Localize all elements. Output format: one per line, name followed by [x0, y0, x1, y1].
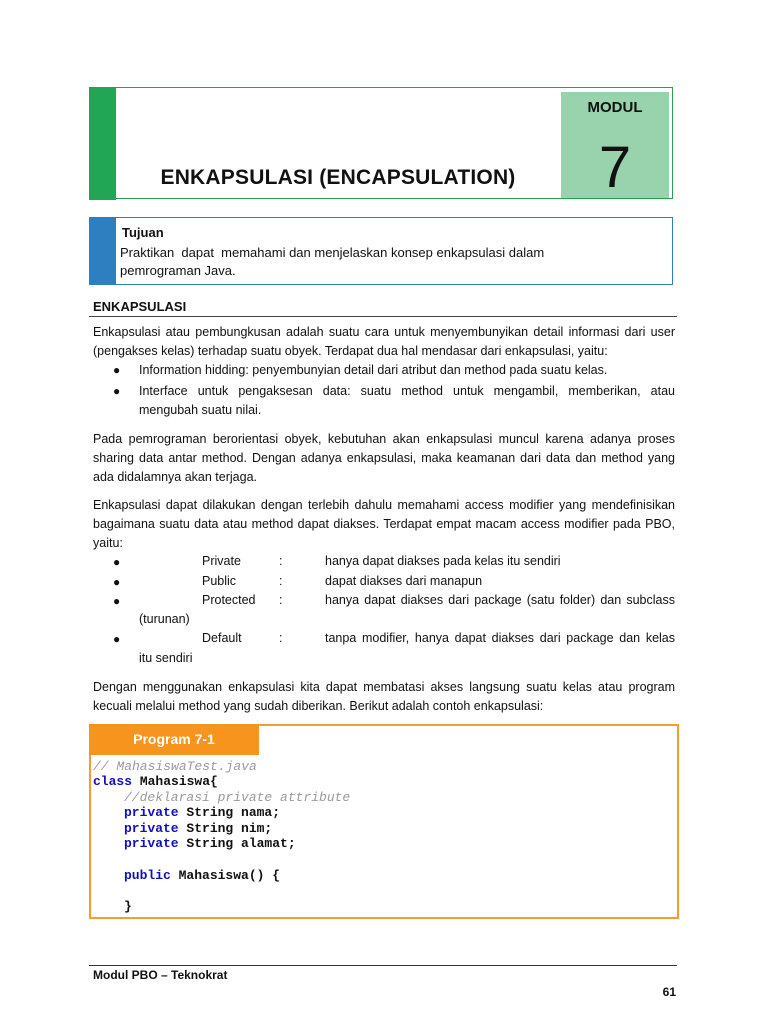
bullet-dot: ● [113, 632, 121, 646]
section-divider [89, 316, 677, 317]
page-number: 61 [662, 985, 676, 999]
code-line-3: //deklarasi private attribute [124, 790, 351, 805]
bullet-information-hiding: Information hidding: penyembunyian detail dari atribut dan method pada suatu kelas. [139, 363, 608, 377]
modifier-name-private: Private [202, 554, 241, 568]
objective-line-1: Praktikan dapat memahami dan menjelaskan konsep enkapsulasi dalam [120, 245, 545, 260]
modifier-separator: : [279, 554, 283, 568]
paragraph-access-modifier: Enkapsulasi dapat dilakukan dengan terlebih dahulu memahami access modifier yang mendefinisikan bagaimana suatu data atau method dapat diakses. Terdapat empat macam access modifier pada PBO, yaitu: [93, 498, 675, 550]
module-title: ENKAPSULASI (ENCAPSULATION) [160, 166, 516, 189]
modifier-desc-default-cont: itu sendiri [139, 651, 193, 665]
code-line-8: } [124, 899, 132, 914]
bullet-dot: ● [113, 384, 121, 398]
modifier-name-default: Default [202, 631, 242, 645]
objective-accent-bar [89, 217, 116, 285]
paragraph-example-intro: Dengan menggunakan enkapsulasi kita dapat membatasi akses langsung suatu kelas atau program kecuali melalui method yang sudah diberikan. Berikut adalah contoh enkapsulasi: [93, 680, 675, 713]
modifier-desc-protected: hanya dapat diakses dari package (satu folder) dan subclass [325, 593, 675, 607]
module-number: 7 [598, 135, 632, 200]
footer-text: Modul PBO – Teknokrat [93, 968, 228, 982]
bullet-dot: ● [113, 555, 121, 569]
module-label: MODUL [587, 99, 643, 116]
modifier-desc-protected-cont: (turunan) [139, 612, 190, 626]
paragraph-intro: Enkapsulasi atau pembungkusan adalah suatu cara untuk menyembunyikan detail informasi dari user (pengakses kelas) terhadap suatu obyek. Terdapat dua hal mendasar dari enkapsulasi, yaitu: [93, 325, 675, 358]
code-line-4: private String nama; [124, 805, 281, 820]
code-line-7: public Mahasiswa() { [124, 868, 281, 883]
modifier-name-protected: Protected [202, 593, 256, 607]
paragraph-oop: Pada pemrograman berorientasi obyek, kebutuhan akan enkapsulasi muncul karena adanya proses sharing data antar method. Dengan adanya enkapsulasi, maka keamanan dari data dan method yang ada didalamnya akan terjaga. [93, 432, 675, 484]
program-label: Program 7-1 [133, 731, 215, 747]
footer-divider [89, 965, 677, 966]
bullet-interface: Interface untuk pengaksesan data: suatu method untuk mengambil, memberikan, atau mengubah suatu nilai. [139, 384, 675, 417]
objective-line-2: pemrograman Java. [120, 263, 236, 278]
bullet-dot: ● [113, 594, 121, 608]
section-heading: ENKAPSULASI [93, 299, 187, 314]
bullet-dot: ● [113, 575, 121, 589]
code-line-1: // MahasiswaTest.java [93, 759, 257, 774]
modifier-separator: : [279, 574, 283, 588]
modifier-name-public: Public [202, 574, 237, 588]
modifier-desc-private: hanya dapat diakses pada kelas itu sendiri [325, 554, 561, 568]
modifier-separator: : [279, 593, 283, 607]
code-line-5: private String nim; [124, 821, 273, 836]
bullet-dot: ● [113, 363, 121, 377]
objective-title: Tujuan [122, 225, 164, 240]
code-line-6: private String alamat; [124, 836, 296, 851]
objective-text [120, 244, 660, 280]
modifier-desc-default: tanpa modifier, hanya dapat diakses dari package dan kelas [325, 631, 675, 645]
modifier-desc-public: dapat diakses dari manapun [325, 574, 483, 588]
modifier-separator: : [279, 631, 283, 645]
header-accent-bar [89, 87, 116, 200]
code-line-2: class Mahasiswa{ [93, 774, 218, 789]
